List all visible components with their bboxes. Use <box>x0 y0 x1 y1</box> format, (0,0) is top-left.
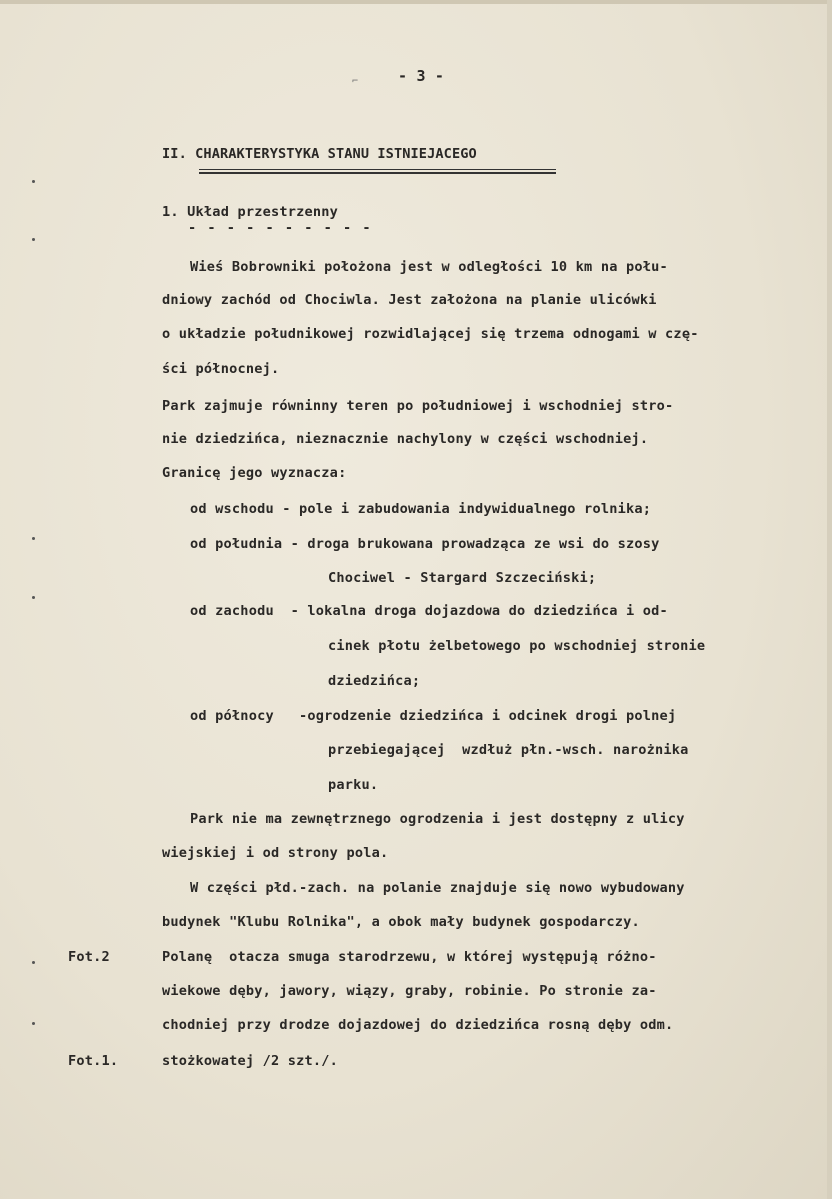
body-line: o układzie południkowej rozwidlającej się trzema odnogami w czę- <box>162 326 699 342</box>
margin-dot <box>32 180 35 183</box>
pencil-mark: ⌐ <box>352 76 359 87</box>
body-line: W części płd.-zach. na polanie znajduje się nowo wybudowany <box>190 880 685 896</box>
body-line: dniowy zachód od Chociwla. Jest założona na planie ulicówki <box>162 292 657 308</box>
body-line: ści północnej. <box>162 361 280 377</box>
boundary-item: od zachodu - lokalna droga dojazdowa do dziedzińca i od- <box>190 603 668 619</box>
margin-note-photo: Fot.2 <box>68 949 110 965</box>
page-number: - 3 - <box>398 67 445 85</box>
boundary-item: od wschodu - pole i zabudowania indywidualnego rolnika; <box>190 501 652 517</box>
margin-dot <box>32 1022 35 1025</box>
subsection-title: 1. Układ przestrzenny <box>162 204 339 220</box>
body-line: budynek "Klubu Rolnika", a obok mały budynek gospodarczy. <box>162 914 640 930</box>
margin-dot <box>32 537 35 540</box>
boundary-item-cont: Chocіwel - Stargard Szczeciński; <box>328 570 597 586</box>
body-line: Park zajmuje równinny teren po południowej i wschodniej stro- <box>162 398 674 414</box>
boundary-item-cont: parku. <box>328 777 379 793</box>
boundary-item-cont: przebiegającej wzdłuż płn.-wsch. narożnika <box>328 742 689 758</box>
boundary-item: od południa - droga brukowana prowadząca ze wsi do szosy <box>190 536 660 552</box>
margin-dot <box>32 596 35 599</box>
body-line: wiekowe dęby, jawory, wiązy, graby, robinie. Po stronie za- <box>162 983 657 999</box>
title-underline-double <box>199 172 556 174</box>
body-line: Park nie ma zewnętrznego ogrodzenia i jest dostępny z ulicy <box>190 811 685 827</box>
section-title: II. CHARAKTERYSTYKA STANU ISTNIEJACEGO <box>162 146 477 162</box>
margin-dot <box>32 238 35 241</box>
body-line: Wieś Bobrowniki położona jest w odległości 10 km na połu- <box>190 259 668 275</box>
boundary-item-cont: dziedzińca; <box>328 673 421 689</box>
body-line: stożkowatej /2 szt./. <box>162 1053 339 1069</box>
body-line: nie dziedzińca, nieznacznie nachylony w części wschodniej. <box>162 431 649 447</box>
margin-note-photo: Fot.1. <box>68 1053 119 1069</box>
body-line: chodniej przy drodze dojazdowej do dziedzińca rosną dęby odm. <box>162 1017 674 1033</box>
boundary-item-cont: cinek płotu żelbetowego po wschodniej stronie <box>328 638 706 654</box>
body-line: Polanę otacza smuga starodrzewu, w której występują różno- <box>162 949 657 965</box>
page-right-edge <box>827 0 832 1199</box>
page-top-edge <box>0 0 832 4</box>
boundary-item: od północy -ogrodzenie dziedzińca i odcinek drogi polnej <box>190 708 677 724</box>
margin-dot <box>32 961 35 964</box>
title-underline <box>199 169 556 170</box>
subsection-underline: - - - - - - - - - - <box>188 220 372 236</box>
body-line: Granicę jego wyznacza: <box>162 465 347 481</box>
body-line: wiejskiej i od strony pola. <box>162 845 389 861</box>
